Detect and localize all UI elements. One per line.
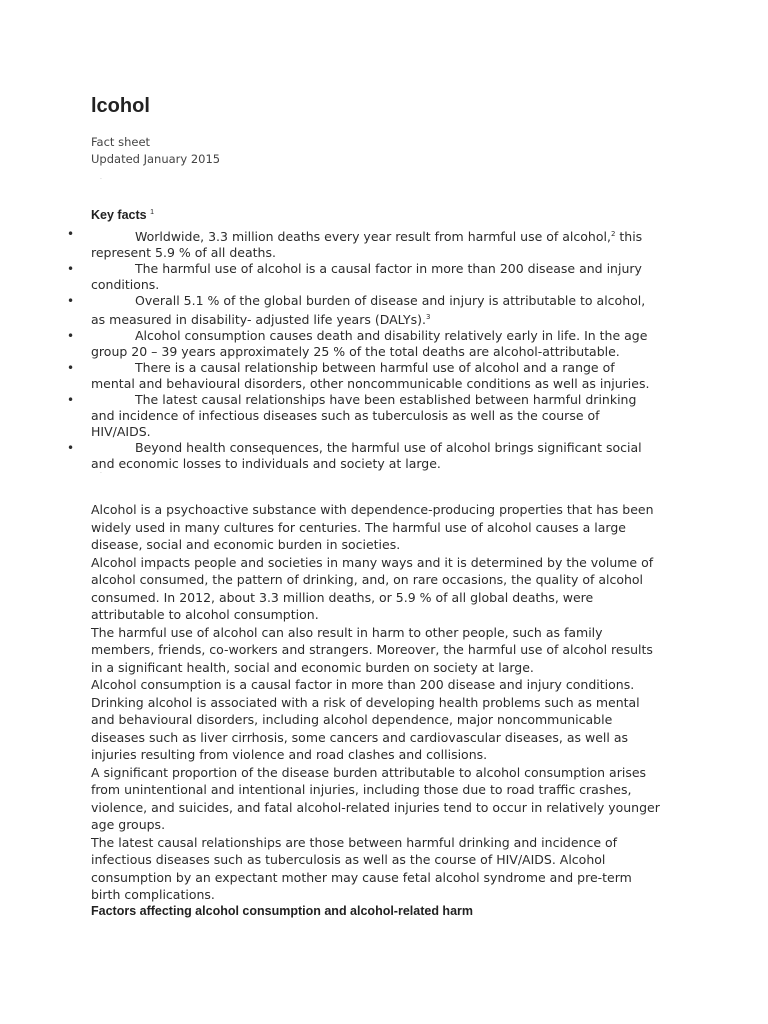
paragraph: A significant proportion of the disease burden attributable to alcohol consumption arises from unintentional and intentional injuries, including those due to road traffic crashes, violence, and suicides, and fatal alcohol-related injuries tend to occur in relatively younger age groups.: [91, 764, 660, 832]
bullet-icon: •: [67, 227, 75, 241]
fact-text: Alcohol consumption causes death and disability relatively early in life. In the age group 20 – 39 years approximately 25 % of the total deaths are alcohol-attributable.: [91, 328, 648, 360]
paragraph: Alcohol impacts people and societies in many ways and it is determined by the volume of alcohol consumed, the pattern of drinking, and, on rare occasions, the quality of alcohol consumed. In 2012, about 3.3 million deaths, or 5.9 % of all global deaths, were attributable to alcohol consumption.: [91, 554, 654, 622]
paragraph: The harmful use of alcohol can also result in harm to other people, such as family members, friends, co-workers and strangers. Moreover, the harmful use of alcohol results in a significant health, social and economic burden on society at large.: [91, 624, 653, 675]
separator-mark: ·: [100, 176, 102, 183]
paragraph: The latest causal relationships are those between harmful drinking and incidence of infectious diseases such as tuberculosis as well as the course of HIV/AIDS. Alcohol consumption by an expectant mother may cause fetal alcohol syndrome and pre-term birth complications.: [91, 834, 632, 902]
updated-date: Updated January 2015: [91, 152, 221, 166]
bullet-icon: •: [67, 262, 75, 277]
paragraph: Alcohol is a psychoactive substance with dependence-producing properties that has been widely used in many cultures for centuries. The harmful use of alcohol causes a large disease, social and economic burden in societies.: [91, 502, 654, 552]
page-title: lcohol: [91, 95, 150, 117]
key-facts-list: [67, 226, 661, 472]
footnote-ref: 1: [150, 208, 154, 216]
list-item: [67, 293, 661, 328]
key-facts-heading: [91, 208, 154, 222]
fact-text: The harmful use of alcohol is a causal factor in more than 200 disease and injury conditions.: [91, 261, 642, 293]
bullet-icon: •: [67, 393, 75, 408]
fact-text: Beyond health consequences, the harmful use of alcohol brings significant social and economic losses to individuals and society at large.: [91, 440, 642, 472]
bullet-icon: •: [67, 294, 75, 309]
fact-text: Worldwide, 3.3 million deaths every year result from harmful use of alcohol,: [135, 229, 611, 245]
list-item: [67, 328, 661, 360]
list-item: [67, 261, 661, 293]
list-item: [67, 392, 661, 440]
list-item: [67, 440, 661, 472]
fact-text: There is a causal relationship between harmful use of alcohol and a range of mental and behavioural disorders, other noncommunicable conditions as well as injuries.: [91, 360, 650, 392]
fact-sheet-label: Fact sheet: [91, 135, 151, 149]
separator-mark: ·: [100, 470, 102, 477]
body-text: [91, 501, 661, 904]
fact-text: Overall 5.1 % of the global burden of disease and injury is attributable to alcohol, as measured in disability- adjusted life years (DALYs).: [91, 293, 646, 328]
fact-text: The latest causal relationships have been established between harmful drinking and incidence of infectious diseases such as tuberculosis as well as the course of HIV/AIDS.: [91, 392, 637, 440]
section-heading: Factors affecting alcohol consumption and alcohol-related harm: [91, 904, 474, 918]
list-item: [67, 226, 661, 261]
footnote-ref: 3: [425, 313, 431, 322]
fact-text-cont: this represent 5.9 % of all deaths.: [91, 229, 643, 261]
bullet-icon: •: [67, 361, 75, 376]
paragraph: Alcohol consumption is a causal factor in more than 200 disease and injury conditions. Drinking alcohol is associated with a risk of developing health problems such as mental and behavioural disorders, including alcohol dependence, major noncommunicable diseases such as liver cirrhosis, some cancers and cardiovascular diseases, as well as injuries resulting from violence and road clashes and collisions.: [91, 677, 640, 762]
footnote-ref: 2: [610, 230, 616, 238]
bullet-icon: •: [67, 329, 75, 344]
list-item: [67, 360, 661, 392]
bullet-icon: •: [67, 441, 75, 456]
key-facts-title: Key facts: [91, 208, 147, 222]
